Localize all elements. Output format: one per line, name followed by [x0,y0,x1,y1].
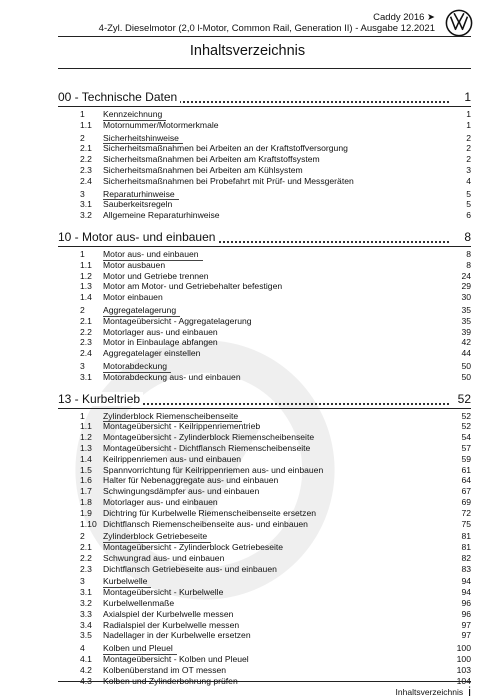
toc-section[interactable] [58,643,471,654]
entry-title: Motornummer/Motormerkmale [103,119,219,130]
entry-page-number: 100 [456,654,471,665]
entry-number: 2.2 [80,552,92,563]
toc-entry[interactable] [58,120,471,131]
entry-page-number: 50 [461,371,471,382]
toc-section[interactable] [58,249,471,260]
entry-title: Motorlager aus- und einbauen [103,326,218,337]
toc-entry[interactable] [58,176,471,187]
entry-page-number: 39 [461,326,471,337]
toc-entry[interactable] [58,620,471,631]
entry-number: 1.2 [80,270,92,281]
entry-page-number: 103 [456,664,471,675]
entry-number: 1 [80,109,85,119]
entry-number: 3 [80,360,85,371]
toc-chapter[interactable] [58,90,471,107]
entry-title: Motor aus- und einbauen [103,249,203,261]
entry-page-number: 44 [461,348,471,359]
entry-page-number: 81 [461,542,471,553]
toc-entry[interactable] [58,454,471,465]
entry-title: Motor und Getriebe trennen [103,270,209,281]
entry-title: Dichtring für Kurbelwelle Riemenscheibenseite ersetzen [103,507,317,518]
entry-number: 2.2 [80,326,92,337]
entry-page-number: 4 [466,175,471,186]
toc-section[interactable] [58,531,471,542]
toc-entry[interactable] [58,316,471,327]
entry-number: 1.1 [80,421,92,432]
entry-page-number: 5 [466,188,471,199]
entry-number: 3 [80,188,85,199]
entry-number: 1 [80,410,85,421]
entry-page-number: 100 [456,643,471,654]
page-footer [396,684,471,699]
entry-title: Sicherheitsmaßnahmen bei Arbeiten an der Kraftstoffversorgung [103,143,348,154]
entry-page-number: 8 [466,259,471,270]
entry-title: Motor ausbauen [103,259,166,270]
entry-number: 4.3 [80,675,92,686]
entry-number: 3.1 [80,199,92,210]
toc-entry[interactable] [58,497,471,508]
entry-page-number: 97 [461,619,471,630]
entry-page-number: 2 [466,154,471,165]
header-model: Caddy 2016 ➤ [373,12,435,23]
entry-page-number: 1 [466,109,471,119]
toc-entry[interactable] [58,432,471,443]
entry-number: 1.4 [80,292,92,303]
entry-number: 2 [80,531,85,542]
entry-number: 1 [80,248,85,259]
entry-number: 2 [80,132,85,143]
title-divider [58,68,471,69]
toc-entry[interactable] [58,281,471,292]
entry-title: Kolben und Zylinderbohrung prüfen [103,675,238,686]
toc-entry[interactable] [58,553,471,564]
toc-entry[interactable] [58,292,471,303]
toc-entry[interactable] [58,587,471,598]
entry-title: Motor einbauen [103,292,163,303]
entry-title: Keilrippenriemen aus- und einbauen [103,453,242,464]
entry-number: 2 [80,304,85,315]
entry-number: 3.1 [80,371,92,382]
footer-label: Inhaltsverzeichnis [395,687,464,697]
entry-title: Dichtflansch Getriebeseite aus- und einbauen [103,563,277,574]
entry-number: 1.6 [80,475,92,486]
entry-title: Montageübersicht - Keilrippenriementrieb [103,421,261,432]
entry-number: 3.1 [80,587,92,598]
toc-entry[interactable] [58,327,471,338]
entry-title: Kolben und Pleuel [103,643,177,655]
entry-page-number: 35 [461,315,471,326]
entry-page-number: 94 [461,587,471,598]
entry-number: 3.2 [80,210,92,221]
toc-entry[interactable] [58,665,471,676]
entry-page-number: 42 [461,337,471,348]
entry-number: 1.1 [80,119,92,130]
chapter-page-number: 52 [455,392,471,406]
toc-section[interactable] [58,411,471,422]
entry-title: Zylinderblock Riemenscheibenseite [103,411,242,423]
entry-page-number: 72 [461,507,471,518]
toc-section[interactable] [58,576,471,587]
entry-title: Nadellager in der Kurbelwelle ersetzen [103,630,251,641]
header-subtitle: 4-Zyl. Dieselmotor (2,0 l-Motor, Common Rail, Generation II) - Ausgabe 12.2021 [98,23,435,34]
entry-title: Kennzeichnung [103,109,166,121]
entry-number: 2.4 [80,348,92,359]
entry-title: Kolbenüberstand im OT messen [103,664,227,675]
entry-title: Motorabdeckung [103,361,171,373]
entry-title: Sicherheitsmaßnahmen bei Arbeiten am Kühlsystem [103,164,303,175]
entry-number: 2.1 [80,315,92,326]
entry-number: 4.2 [80,664,92,675]
toc-entry[interactable] [58,443,471,454]
entry-title: Montageübersicht - Dichtflansch Riemenscheibenseite [103,442,311,453]
entry-number: 3.5 [80,630,92,641]
entry-number: 1.9 [80,507,92,518]
toc-entry[interactable] [58,519,471,530]
entry-page-number: 5 [466,199,471,210]
toc-entry[interactable] [58,508,471,519]
entry-page-number: 96 [461,608,471,619]
entry-number: 1.10 [80,518,97,529]
chapter-title: 10 - Motor aus- und einbauen [58,230,218,244]
entry-number: 2.1 [80,542,92,553]
toc-entry[interactable] [58,465,471,476]
toc-entry[interactable] [58,630,471,641]
chapter-page-number: 8 [461,230,471,244]
entry-number: 1.4 [80,453,92,464]
toc-chapter[interactable] [58,392,471,409]
entry-page-number: 94 [461,576,471,587]
entry-number: 1.2 [80,432,92,443]
toc-entry[interactable] [58,475,471,486]
entry-title: Motor in Einbaulage abfangen [103,337,218,348]
toc-entry[interactable] [58,348,471,359]
entry-title: Montageübersicht - Aggregatelagerung [103,315,252,326]
entry-page-number: 6 [466,210,471,221]
entry-page-number: 2 [466,143,471,154]
toc-entry[interactable] [58,143,471,154]
entry-page-number: 54 [461,432,471,443]
footer-page-number: i [468,684,471,699]
entry-title: Sicherheitsmaßnahmen bei Probefahrt mit Prüf- und Messgeräten [103,175,354,186]
toc-section[interactable] [58,305,471,316]
toc-section[interactable] [58,133,471,144]
entry-page-number: 82 [461,552,471,563]
entry-page-number: 69 [461,496,471,507]
header-divider [58,36,471,37]
entry-number: 1.5 [80,464,92,475]
chapter-page-number: 1 [461,90,471,104]
entry-page-number: 30 [461,292,471,303]
toc-entry[interactable] [58,154,471,165]
entry-title: Schwingungsdämpfer aus- und einbauen [103,486,260,497]
entry-title: Axialspiel der Kurbelwelle messen [103,608,234,619]
page-title: Inhaltsverzeichnis [189,43,306,59]
entry-page-number: 97 [461,630,471,641]
toc-entry[interactable] [58,271,471,282]
entry-title: Motor am Motor- und Getriebehalter befestigen [103,281,283,292]
entry-title: Spannvorrichtung für Keilrippenriemen aus- und einbauen [103,464,324,475]
entry-page-number: 96 [461,598,471,609]
entry-page-number: 35 [461,304,471,315]
entry-title: Schwungrad aus- und einbauen [103,552,225,563]
toc-chapter[interactable] [58,230,471,247]
entry-title: Sicherheitsmaßnahmen bei Arbeiten am Kraftstoffsystem [103,154,320,165]
entry-number: 3.2 [80,598,92,609]
entry-title: Reparaturhinweise [103,189,179,201]
toc-entry[interactable] [58,564,471,575]
entry-number: 2.4 [80,175,92,186]
entry-title: Montageübersicht - Kurbelwelle [103,587,224,598]
entry-page-number: 52 [461,421,471,432]
toc-entry[interactable] [58,421,471,432]
entry-page-number: 24 [461,270,471,281]
toc-section[interactable] [58,189,471,200]
toc-entry[interactable] [58,260,471,271]
entry-title: Aggregatelager einstellen [103,348,201,359]
toc-entry[interactable] [58,542,471,553]
chapter-title: 00 - Technische Daten [58,90,180,104]
chapter-spacer [58,221,471,226]
entry-number: 1.7 [80,486,92,497]
entry-title: Montageübersicht - Zylinderblock Riemenscheibenseite [103,432,315,443]
vw-logo-icon [445,9,473,37]
entry-number: 2.2 [80,154,92,165]
entry-number: 1.1 [80,259,92,270]
entry-number: 2.3 [80,164,92,175]
entry-page-number: 3 [466,164,471,175]
entry-number: 2.1 [80,143,92,154]
entry-title: Halter für Nebenaggregate aus- und einbauen [103,475,279,486]
toc-section[interactable] [58,109,471,120]
toc-entry[interactable] [58,609,471,620]
toc-entry[interactable] [58,654,471,665]
entry-number: 3.4 [80,619,92,630]
entry-title: Sicherheitshinweise [103,133,183,145]
entry-page-number: 57 [461,442,471,453]
entry-page-number: 75 [461,518,471,529]
entry-title: Motorabdeckung aus- und einbauen [103,371,241,382]
entry-page-number: 64 [461,475,471,486]
toc-entry[interactable] [58,337,471,348]
chapter-spacer [58,383,471,388]
entry-title: Montageübersicht - Zylinderblock Getriebeseite [103,542,284,553]
entry-title: Allgemeine Reparaturhinweise [103,210,220,221]
entry-page-number: 61 [461,464,471,475]
entry-title: Sauberkeitsregeln [103,199,173,210]
entry-number: 1.3 [80,442,92,453]
entry-page-number: 83 [461,563,471,574]
toc-entry[interactable] [58,372,471,383]
entry-number: 2.3 [80,563,92,574]
toc-entry[interactable] [58,165,471,176]
entry-page-number: 104 [456,675,471,686]
footer-divider [58,681,471,682]
entry-number: 4 [80,643,85,654]
entry-page-number: 67 [461,486,471,497]
entry-page-number: 1 [466,119,471,130]
table-of-contents [58,90,471,691]
entry-page-number: 52 [461,410,471,421]
chapter-title: 13 - Kurbeltrieb [58,392,143,406]
toc-entry[interactable] [58,210,471,221]
entry-number: 1.8 [80,496,92,507]
toc-entry[interactable] [58,486,471,497]
entry-page-number: 2 [466,132,471,143]
entry-number: 3.3 [80,608,92,619]
entry-title: Montageübersicht - Kolben und Pleuel [103,654,249,665]
entry-number: 3 [80,576,85,587]
entry-number: 1.3 [80,281,92,292]
entry-page-number: 59 [461,453,471,464]
entry-title: Motorlager aus- und einbauen [103,496,218,507]
entry-title: Zylinderblock Getriebeseite [103,531,211,543]
entry-title: Kurbelwellenmaße [103,598,175,609]
entry-page-number: 50 [461,360,471,371]
entry-title: Kurbelwelle [103,576,151,588]
toc-section[interactable] [58,361,471,372]
entry-number: 2.3 [80,337,92,348]
entry-page-number: 81 [461,531,471,542]
entry-title: Aggregatelagerung [103,305,180,317]
entry-page-number: 8 [466,248,471,259]
entry-title: Dichtflansch Riemenscheibenseite aus- und einbauen [103,518,308,529]
toc-entry[interactable] [58,199,471,210]
entry-page-number: 29 [461,281,471,292]
toc-entry[interactable] [58,598,471,609]
entry-title: Radialspiel der Kurbelwelle messen [103,619,240,630]
entry-number: 4.1 [80,654,92,665]
